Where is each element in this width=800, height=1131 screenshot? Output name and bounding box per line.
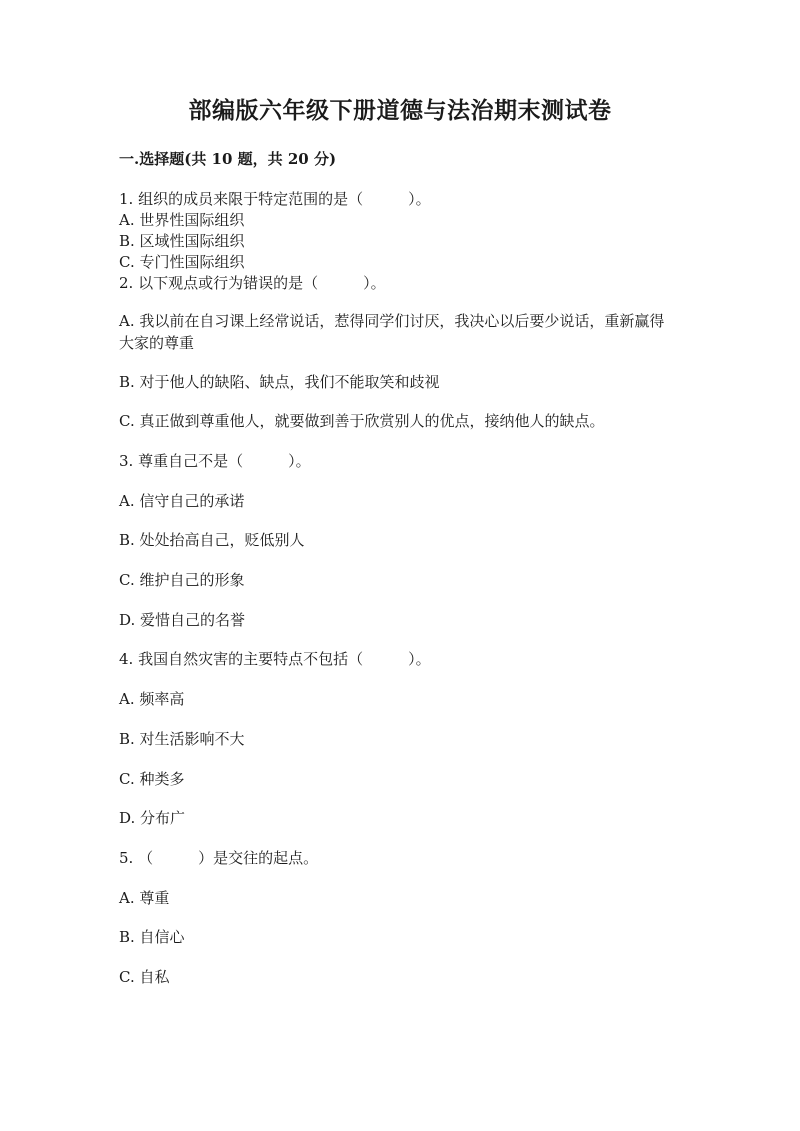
question-4-option-d: D. 分布广 — [119, 809, 186, 827]
question-3-stem: 3. 尊重自己不是（ ）。 — [119, 452, 311, 470]
question-3-option-a: A. 信守自己的承诺 — [119, 492, 245, 510]
question-1-option-b: B. 区域性国际组织 — [119, 232, 245, 250]
question-2-option-a: A. 我以前在自习课上经常说话，惹得同学们讨厌，我决心以后要少说话，重新赢得大家的尊重 — [119, 312, 665, 352]
question-2-stem: 2. 以下观点或行为错误的是（ ）。 — [119, 274, 386, 292]
question-5-option-c: C. 自私 — [119, 968, 170, 986]
question-3-option-c: C. 维护自己的形象 — [119, 571, 245, 589]
question-3-option-d: D. 爱惜自己的名誉 — [119, 611, 246, 629]
question-5-option-b: B. 自信心 — [119, 928, 185, 946]
question-3-option-b: B. 处处抬高自己，贬低别人 — [119, 531, 305, 549]
question-4-stem: 4. 我国自然灾害的主要特点不包括（ ）。 — [119, 650, 431, 668]
question-2-option-b: B. 对于他人的缺陷、缺点，我们不能取笑和歧视 — [119, 373, 440, 391]
question-1-stem: 1. 组织的成员来限于特定范围的是（ ）。 — [119, 190, 431, 208]
question-5-stem: 5. （ ）是交往的起点。 — [119, 849, 319, 867]
question-4-option-c: C. 种类多 — [119, 770, 185, 788]
question-1-option-c: C. 专门性国际组织 — [119, 253, 245, 271]
question-4-option-b: B. 对生活影响不大 — [119, 730, 245, 748]
question-2-option-c: C. 真正做到尊重他人，就要做到善于欣赏别人的优点，接纳他人的缺点。 — [119, 412, 605, 430]
question-5-option-a: A. 尊重 — [119, 889, 170, 907]
section-heading: 一.选择题(共 10 题，共 20 分) — [119, 150, 337, 168]
exam-title: 部编版六年级下册道德与法治期末测试卷 — [188, 97, 612, 124]
question-1-option-a: A. 世界性国际组织 — [119, 211, 245, 229]
question-4-option-a: A. 频率高 — [119, 690, 185, 708]
